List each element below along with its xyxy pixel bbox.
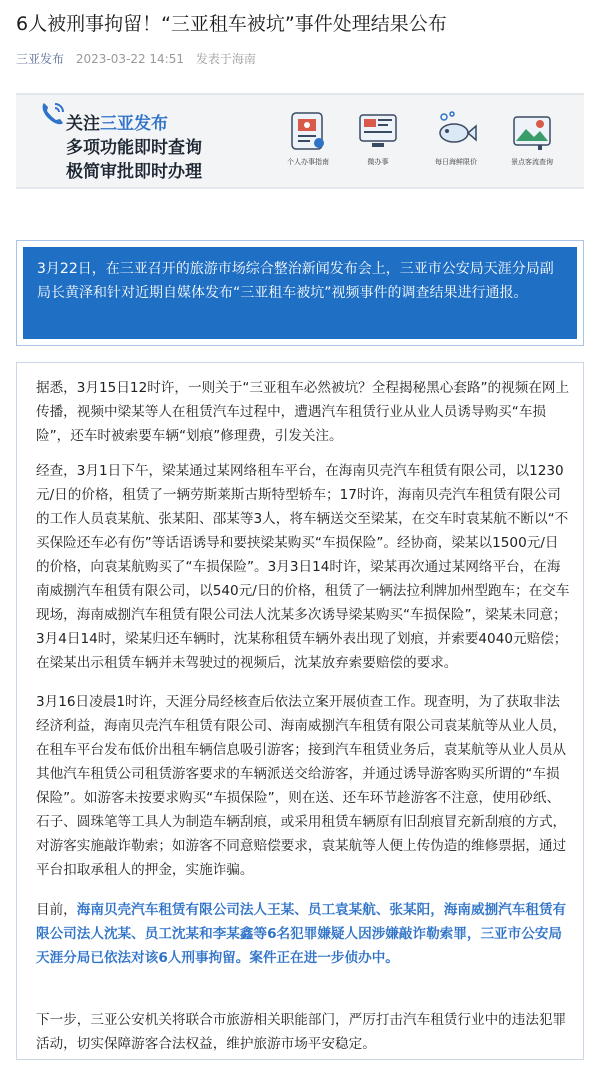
banner-line-3: 极简审批即时办理 bbox=[66, 162, 202, 182]
micro-service-icon bbox=[356, 109, 400, 153]
paragraph-5: 下一步，三亚公安机关将联合市旅游相关职能部门，严厉打击汽车租赁行业中的违法犯罪活动，切实保障游客合法权益，维护旅游市场平安稳定。 bbox=[36, 1012, 567, 1052]
personal-guide-icon bbox=[286, 109, 330, 153]
paragraph-2: 经查，3月1日下午，梁某通过某网络租车平台，在海南贝壳汽车租赁有限公司，以1230元/日的价格，租赁了一辆劳斯莱斯古斯特型轿车；17时许，海南贝壳汽车租赁有限公司的工作人员袁某航、张某阳、邵某等3人，将车辆送交至梁某，在交车时袁某航不断以“不买保险还车必有伤”等话语诱导和要挟梁某购买“车损保险”。经协商，梁某以1500元/日的价格，向袁某航购买了“车损保险”。3月3日14时许，梁某再次通过某网络平台，在海南威捌汽车租赁有限公司，以540元/日的价格，租赁了一辆法拉利牌加州型跑车；在交车现场，海南威捌汽车租赁有限公司法人沈某多次诱导梁某购买“车损保险”，梁某未同意；3月4日14时，梁某归还车辆时，沈某称租赁车辆外表出现了划痕，并索要4040元赔偿；在梁某出示租赁车辆并未驾驶过的视频后，沈某放弃索要赔偿的要求。 bbox=[36, 463, 570, 671]
phone-icon bbox=[38, 99, 68, 129]
summary-box bbox=[16, 240, 584, 346]
banner-line-1: 关注三亚发布 bbox=[66, 114, 168, 134]
scenic-visitor-icon bbox=[510, 109, 554, 153]
banner-line-2: 多项功能即时查询 bbox=[66, 138, 202, 158]
seafood-price-icon bbox=[434, 109, 478, 153]
publish-location: 发表于海南 bbox=[195, 52, 256, 66]
publish-date: 2023-03-22 14:51 bbox=[75, 52, 184, 66]
paragraph-3: 3月16日凌晨1时许，天涯分局经核查后依法立案开展侦查工作。现查明，为了获取非法经济利益，海南贝壳汽车租赁有限公司、海南威捌汽车租赁有限公司袁某航等从业人员，在租车平台发布低价出租车辆信息吸引游客；接到汽车租赁业务后，袁某航等从业人员从其他汽车租赁公司租赁游客要求的车辆派送交给游客，并通过诱导游客购买所谓的“车损保险”。如游客未按要求购买“车损保险”，则在送、还车环节趁游客不注意，使用砂纸、石子、圆珠笔等工具人为制造车辆刮痕，或采用租赁车辆原有旧刮痕冒充新刮痕的方式，对游客实施敲诈勒索；如游客不同意赔偿要求，袁某航等人便上传伪造的维修票据，通过平台扣取承租人的押金，实施诈骗。 bbox=[36, 694, 567, 878]
summary-text: 3月22日，在三亚召开的旅游市场综合整治新闻发布会上，三亚市公安局天涯分局副局长黄泽和针对近期自媒体发布“三亚租车被坑”视频事件的调查结果进行通报。 bbox=[23, 247, 577, 339]
article-title: 6人被刑事拘留！“三亚租车被坑”事件处理结果公布 bbox=[16, 13, 447, 35]
service-micro[interactable]: 微办事 bbox=[346, 109, 410, 167]
follow-banner[interactable] bbox=[16, 93, 584, 189]
paragraph-4: 目前，海南贝壳汽车租赁有限公司法人王某、员工袁某航、张某阳，海南威捌汽车租赁有限公司法人沈某、员工沈某和李某鑫等6名犯罪嫌疑人因涉嫌敲诈勒索罪，三亚市公安局天涯分局已依法对该6人刑事拘留。案件正在进一步侦办中。 bbox=[36, 902, 567, 966]
service-personal-guide[interactable]: 个人办事指南 bbox=[276, 109, 340, 167]
source-account-link[interactable]: 三亚发布 bbox=[16, 52, 65, 66]
service-scenic-visitor[interactable]: 景点客流查询 bbox=[500, 109, 564, 167]
paragraph-4-highlight: 海南贝壳汽车租赁有限公司法人王某、员工袁某航、张某阳，海南威捌汽车租赁有限公司法人沈某、员工沈某和李某鑫等6名犯罪嫌疑人因涉嫌敲诈勒索罪，三亚市公安局天涯分局已依法对该6人刑事拘留。案件正在进一步侦办中。 bbox=[36, 902, 567, 966]
service-seafood-price[interactable]: 每日海鲜限价 bbox=[424, 109, 488, 167]
article-meta bbox=[16, 50, 256, 67]
banner-account-name: 三亚发布 bbox=[100, 114, 168, 134]
paragraph-1: 据悉，3月15日12时许，一则关于“三亚租车必然被坑？全程揭秘黑心套路”的视频在网上传播，视频中梁某等人在租赁汽车过程中，遭遇汽车租赁行业从业人员诱导购买“车损险”，还车时被索要车辆“划痕”修理费，引发关注。 bbox=[36, 380, 570, 444]
